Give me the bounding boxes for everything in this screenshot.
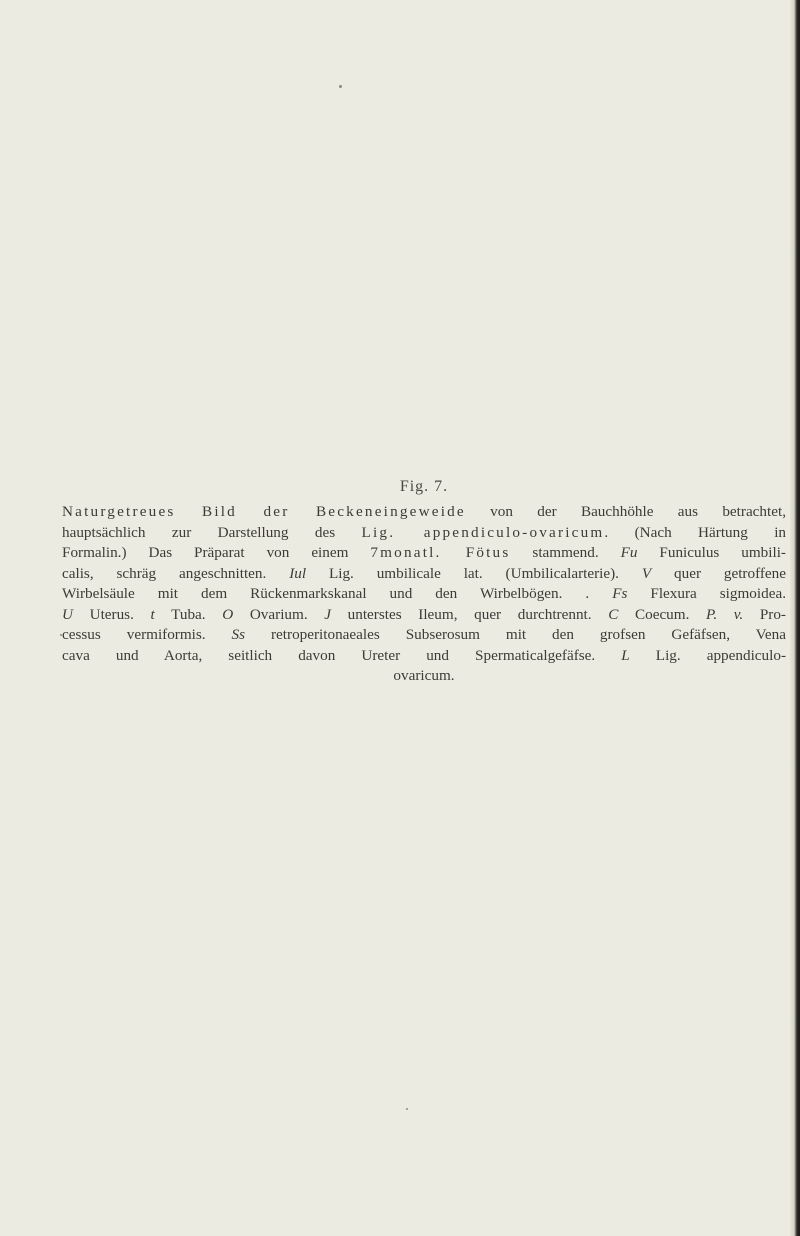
caption-text: ovaricum.	[393, 667, 455, 684]
caption-text: Coecum.	[618, 605, 707, 623]
caption-text: Formalin.) Das Präparat von einem	[62, 544, 371, 561]
caption-spaced-text: Lig. appendiculo-ovaricum	[361, 523, 605, 541]
paper-speck	[406, 1108, 408, 1110]
caption-text: cava und Aorta, seitlich davon Ureter und Spermaticalgefäfse.	[62, 646, 622, 664]
caption-abbreviation: Fu	[620, 544, 638, 561]
paper-speck	[339, 85, 342, 88]
caption-abbreviation: C	[608, 605, 619, 623]
caption-abbreviation: J	[324, 605, 332, 623]
caption-text: retroperitonaeales Subserosum mit den grofsen Gefäfsen, Vena	[245, 626, 786, 643]
caption-line	[62, 584, 786, 605]
caption-spaced-text: Naturgetreues Bild der Beckeneingeweide	[62, 503, 466, 520]
caption-abbreviation: t	[150, 605, 155, 623]
caption-body	[62, 502, 786, 687]
caption-abbreviation: Ss	[231, 626, 246, 643]
caption-text: Ovarium.	[233, 605, 325, 623]
caption-abbreviation: P. v.	[706, 605, 744, 623]
caption-abbreviation: O	[222, 605, 234, 623]
caption-abbreviation: V	[641, 564, 652, 582]
caption-text: hauptsächlich zur Darstellung des	[62, 523, 362, 541]
caption-text: cessus vermiformis.	[62, 626, 232, 643]
caption-text: Pro-	[743, 605, 786, 623]
page-edge-shadow	[790, 0, 800, 1236]
caption-abbreviation: Fs	[612, 585, 628, 602]
caption-text: Flexura sigmoidea.	[627, 585, 786, 602]
caption-text: Wirbelsäule mit dem Rückenmarkskanal und den Wirbelbögen. .	[62, 585, 613, 602]
caption-line	[62, 502, 786, 523]
caption-text: Lig. appendiculo-	[629, 646, 787, 664]
caption-text: Funiculus umbili-	[637, 544, 786, 561]
figure-label: Fig. 7.	[399, 478, 449, 495]
caption-line	[62, 646, 786, 667]
caption-spaced-text: 7monatl. Fötus	[370, 544, 511, 561]
caption-text: Uterus.	[72, 605, 151, 623]
caption-text: Tuba.	[154, 605, 223, 623]
caption-text: Lig. umbilicale lat. (Umbilicalarterie).	[306, 564, 642, 582]
figure-caption	[62, 478, 786, 687]
caption-line	[62, 605, 786, 626]
caption-text: quer getroffene	[651, 564, 787, 582]
caption-line	[62, 523, 786, 544]
caption-line	[62, 666, 786, 687]
caption-text: calis, schräg angeschnitten.	[62, 564, 290, 582]
caption-line	[62, 543, 786, 564]
caption-abbreviation: U	[62, 605, 73, 623]
caption-text: . (Nach Härtung in	[604, 523, 787, 541]
caption-line	[62, 564, 786, 585]
caption-abbreviation: Iul	[289, 564, 307, 582]
caption-text: stammend.	[510, 544, 621, 561]
caption-line	[62, 625, 786, 646]
caption-text: von der Bauchhöhle aus betrachtet,	[465, 503, 786, 520]
caption-text: unterstes Ileum, quer durchtrennt.	[331, 605, 609, 623]
caption-abbreviation: L	[621, 646, 630, 664]
